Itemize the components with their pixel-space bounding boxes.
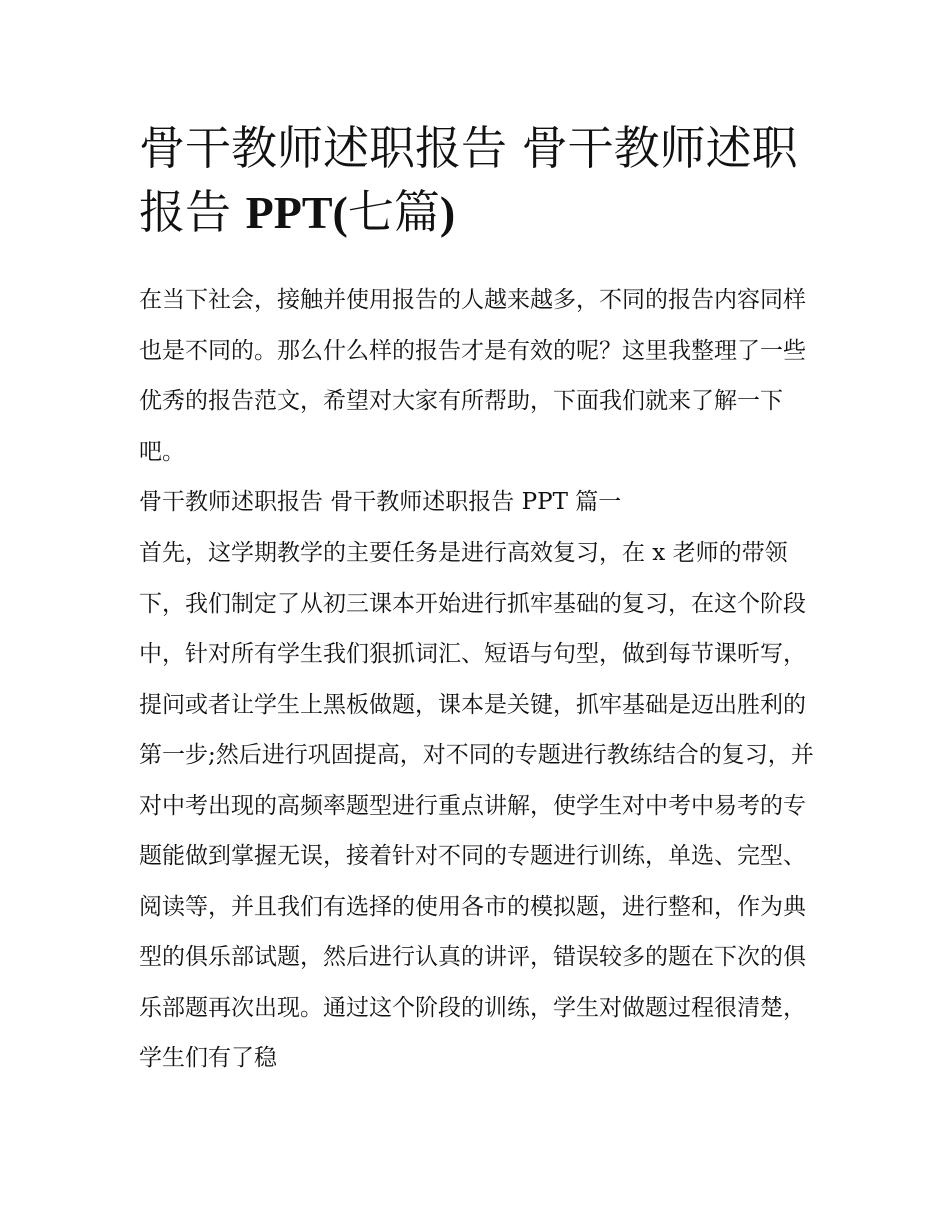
title-text-latin: PPT(: [245, 187, 348, 238]
intro-paragraph: 在当下社会，接触并使用报告的人越来越多，不同的报告内容同样也是不同的。那么什么样的报告才是有效的呢？这里我整理了一些优秀的报告范文，希望对大家有所帮助，下面我们就来了解一下吧。: [139, 287, 806, 465]
title-text-part2: 七篇: [347, 185, 440, 239]
body-paragraph: 首先，这学期教学的主要任务是进行高效复习，在 x 老师的带领下，我们制定了从初三课本开始进行抓牢基础的复习，在这个阶段中，针对所有学生我们狠抓词汇、短语与句型，做到每节课听写，提问或者让学生上黑板做题，课本是关键，抓牢基础是迈出胜利的第一步;然后进行巩固提高，对不同的专题进行教练结合的复习，并对中考出现的高频率题型进行重点讲解，使学生对中考中易考的专题能做到掌握无误，接着针对不同的专题进行训练，单选、完型、阅读等，并且我们有选择的使用各市的模拟题，进行整和，作为典型的俱乐部试题，然后进行认真的讲评，错误较多的题在下次的俱乐部题再次出现。通过这个阶段的训练，学生对做题过程很清楚，学生们有了稳: [139, 540, 814, 1071]
title-text-latin-end: ): [439, 187, 456, 238]
section-heading: 骨干教师述职报告 骨干教师述职报告 PPT 篇一: [139, 489, 622, 515]
title-text-part1: 骨干教师述职报告 骨干教师述职报告: [139, 121, 798, 239]
document-title: [139, 116, 819, 245]
